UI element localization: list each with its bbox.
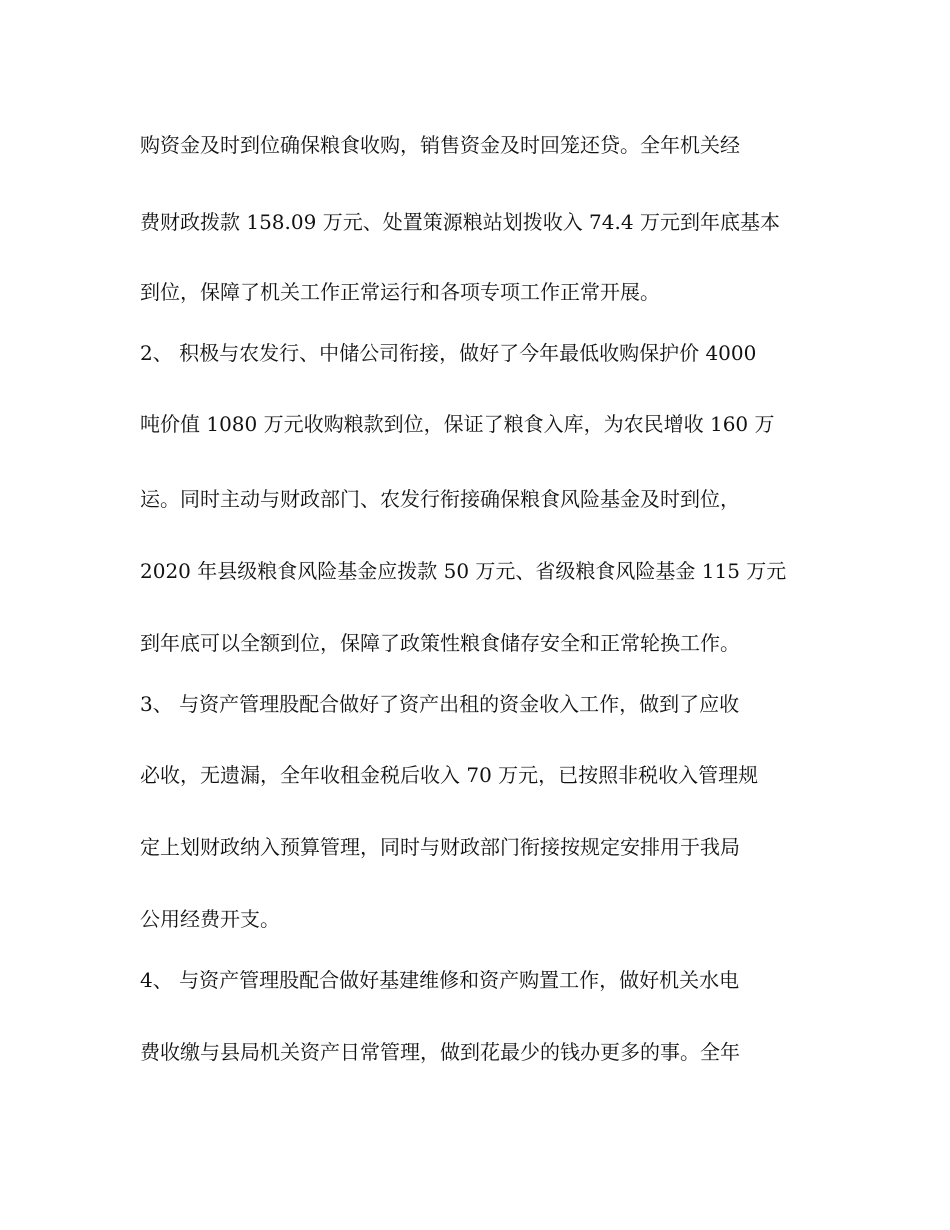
- text-line: 费财政拨款 158.09 万元、处置策源粮站划拨收入 74.4 万元到年底基本: [140, 210, 780, 234]
- text-line: 公用经费开支。: [140, 907, 280, 931]
- text-line: 2020 年县级粮食风险基金应拨款 50 万元、省级粮食风险基金 115 万元: [140, 559, 787, 583]
- text-line: 必收，无遗漏，全年收租金税后收入 70 万元，已按照非税收入管理规: [140, 763, 759, 787]
- text-line: 定上划财政纳入预算管理，同时与财政部门衔接按规定安排用于我局: [140, 835, 740, 859]
- text-line: 到位，保障了机关工作正常运行和各项专项工作正常开展。: [140, 280, 660, 304]
- text-line: 吨价值 1080 万元收购粮款到位，保证了粮食入库，为农民增收 160 万: [140, 412, 775, 436]
- list-item-4: 4、 与资产管理股配合做好基建维修和资产购置工作，做好机关水电: [140, 968, 740, 992]
- text-line: 运。同时主动与财政部门、农发行衔接确保粮食风险基金及时到位，: [140, 487, 740, 511]
- list-item-2: 2、 积极与农发行、中储公司衔接，做好了今年最低收购保护价 4000: [140, 341, 757, 365]
- list-item-3: 3、 与资产管理股配合做好了资产出租的资金收入工作，做到了应收: [140, 692, 740, 716]
- text-line: 到年底可以全额到位，保障了政策性粮食储存安全和正常轮换工作。: [140, 631, 740, 655]
- text-line: 费收缴与县局机关资产日常管理，做到花最少的钱办更多的事。全年: [140, 1040, 740, 1064]
- text-line: 购资金及时到位确保粮食收购，销售资金及时回笼还贷。全年机关经: [140, 133, 740, 157]
